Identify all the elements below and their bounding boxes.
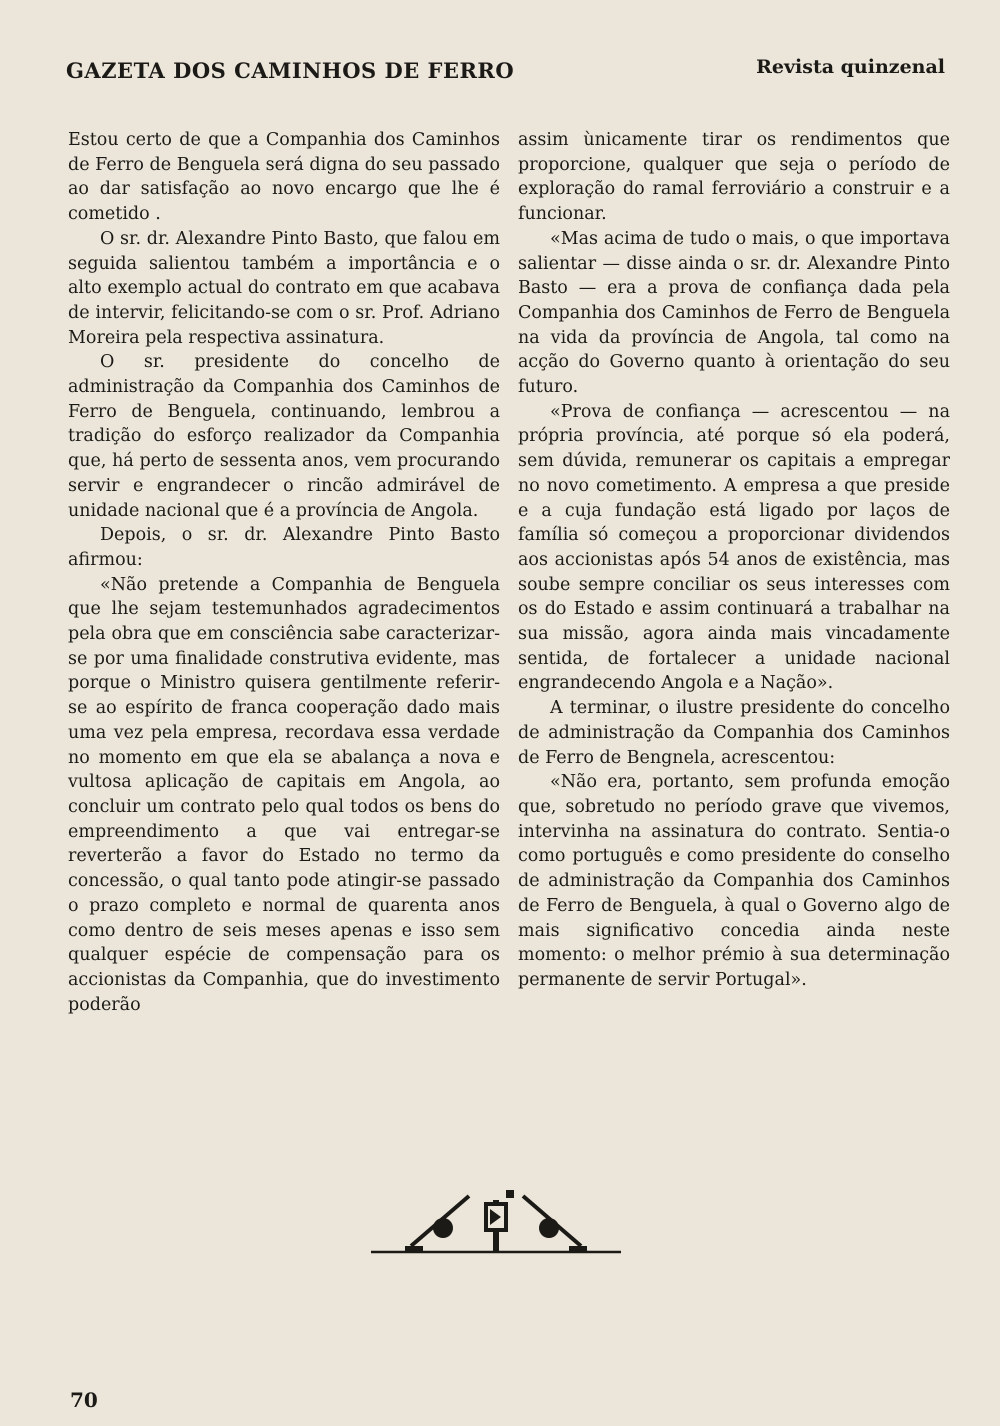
journal-subtitle: Revista quinzenal — [756, 56, 945, 78]
paragraph: O sr. dr. Alexandre Pinto Basto, que falou em seguida salientou também a importância e o alto exemplo actual do contrato em que acabava de intervir, felicitando-se com o sr. Prof. Adriano Moreira pela respectiva assinatura. — [68, 228, 500, 348]
paragraph: assim ùnicamente tirar os rendimentos que proporcione, qualquer que seja o período de exploração do ramal ferroviário a construir e a funcionar. — [518, 130, 950, 225]
page-number: 70 — [70, 1388, 98, 1412]
paragraph: Estou certo de que a Companhia dos Caminhos de Ferro de Benguela será digna do seu passado ao dar satisfação ao novo encargo que lhe é cometido . — [68, 130, 500, 225]
paragraph: «Não era, portanto, sem profunda emoção que, sobretudo no período grave que vivemos, intervinha na assinatura do contrato. Sentia-o como português e como presidente do conselho de administração da Companhia dos Caminhos de Ferro de Benguela, à qual o Governo algo de mais significativo concedia ainda neste momento: o melhor prémio à sua determinação permanente de servir Portugal». — [518, 772, 950, 990]
paragraph: «Não pretende a Companhia de Benguela que lhe sejam testemunhados agradecimentos pela obra que em consciência sabe caracterizar-se por uma finalidade construtiva evidente, mas porque o Ministro quisera gentilmente referir-se ao espírito de franca cooperação dado mais uma vez pela empresa, recordava essa verdade no momento em que ela se abalança a nova e vultosa aplicação de capitais em Angola, ao concluir um contrato pelo qual todos os bens do empreendimento a que vai entregar-se reverterão a favor do Estado no termo da concessão, o qual tanto pode atingir-se passado o prazo completo e normal de quarenta anos como dentro de seis meses apenas e isso sem qualquer espécie de compensação para os accionistas da Companhia, que do investimento poderão — [68, 574, 500, 1015]
right-column — [518, 128, 950, 993]
paragraph: «Mas acima de tudo o mais, o que importava salientar — disse ainda o sr. dr. Alexandre Pinto Basto — era a prova de confiança dada pela Companhia dos Caminhos de Ferro de Benguela na vida da província de Angola, tal como na acção do Governo quanto à orientação do seu futuro. — [518, 228, 950, 398]
journal-title: GAZETA DOS CAMINHOS DE FERRO — [66, 58, 515, 83]
railway-signal-ornament-icon — [365, 1190, 627, 1256]
left-column — [68, 128, 500, 1017]
paragraph: «Prova de confiança — acrescentou — na própria província, até porque só ela poderá, sem dúvida, remunerar os capitais a empregar no novo cometimento. A empresa a que preside e a cuja fundação está ligado por laços de família só começou a proporcionar dividendos aos accionistas após 54 anos de existência, mas soube sempre conciliar os seus interesses com os do Estado e assim continuará a trabalhar na sua missão, agora ainda mais vincadamente sentida, de fortalecer a unidade nacional engrandecendo Angola e a Nação». — [518, 401, 950, 694]
paragraph: Depois, o sr. dr. Alexandre Pinto Basto afirmou: — [68, 525, 500, 570]
paragraph: A terminar, o ilustre presidente do concelho de administração da Companhia dos Caminhos de Ferro de Bengnela, acrescentou: — [518, 698, 950, 768]
paragraph: O sr. presidente do concelho de administração da Companhia dos Caminhos de Ferro de Benguela, continuando, lembrou a tradição do esforço realizador da Companhia que, há perto de sessenta anos, vem procurando servir e engrandecer o rincão admirável de unidade nacional que é a província de Angola. — [68, 352, 500, 521]
